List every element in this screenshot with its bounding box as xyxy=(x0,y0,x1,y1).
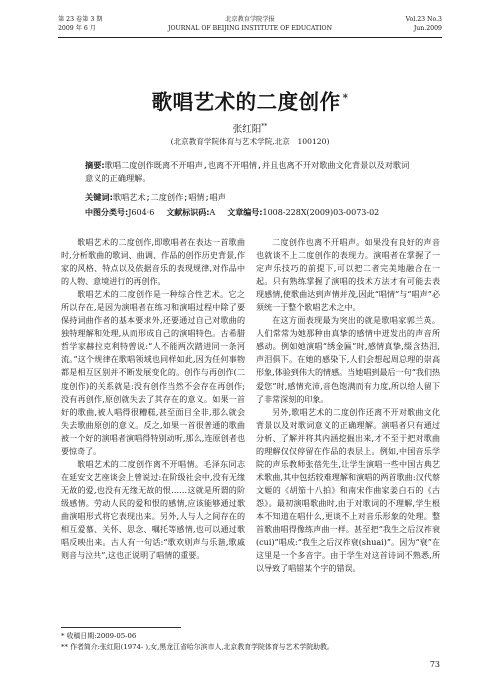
affiliation: (北京教育学院体育与艺术学院,北京 100120) xyxy=(170,137,330,146)
volume-en: Vol.23 No.3 xyxy=(405,16,442,23)
footnote-received-date: * 收稿日期:2009-05-06 xyxy=(61,632,137,640)
article-number-label: 文章编号: xyxy=(227,208,263,217)
abstract-text: 歌唱二度创作既离不开唱声,也离不开唱情,并且也离不开对歌曲文化背景以及对歌词意义的正确理解。 xyxy=(85,160,410,184)
journal-volume-en xyxy=(406,16,442,34)
paragraph: 歌唱艺术的二度创作,即歌唱者在表达一首歌曲时,分析歌曲的歌词、曲调、作品的创作历史背景,作家的风格、特点以及依据音乐的表现规律,对作品中的人物、意境进行的再创作。 xyxy=(61,238,245,287)
header-rule xyxy=(58,37,442,38)
journal-name-cn: 北京教育学院学报 xyxy=(225,16,275,23)
page-number: 73 xyxy=(429,660,440,669)
clc-value: J604·6 xyxy=(128,208,155,217)
paragraph: 在这方面表现最为突出的就是歌唱家郭兰英。人们常常为她那种由真挚的感情中迸发出的声音所感动。例如她演唱“绣金匾”时,感情真挚,缀含热泪,声泪俱下。在她的感染下,人们会想起周总理的崇高形象,体验到伟大的情感。当她唱到最后一句“我们热爱您”时,感情充沛,音色饱满而有力度,所以给人留下了非常深刻的印象。 xyxy=(256,316,440,404)
author-line xyxy=(0,121,500,135)
paragraph: 歌唱艺术的二度创作离不开唱情。毛泽东同志在延安文艺座谈会上曾说过:在阶级社会中,没有无缘无故的爱,也没有无缘无故的恨……这就是所谓的阶级感情。劳动人民的爱和恨的感情,应该能够通过歌曲演唱形式将它表现出来。另外,人与人之间存在的相互爱慕、关怀、思念、嘱托等感情,也可以通过歌唱反映出来。古人有一句话:“歌欢则声与乐谐,歌戚则音与泣共”,这也正说明了唱情的重要。 xyxy=(61,459,245,561)
keywords-text: 歌唱艺术;二度创作;唱情;唱声 xyxy=(112,192,226,202)
classification-line xyxy=(85,207,425,219)
body-column-right xyxy=(256,236,440,575)
doc-code-label: 文献标识码: xyxy=(166,208,210,217)
journal-name-en: JOURNAL OF BEIJING INSTITUTE OF EDUCATION xyxy=(167,24,333,32)
doc-code-value: A xyxy=(209,208,216,217)
title-text: 歌唱艺术的二度创作 xyxy=(151,89,341,114)
issue-date: 2009 年 6 月 xyxy=(58,24,96,32)
paragraph: 二度创作也离不开唱声。如果没有良好的声音也就谈不上二度创作的表现力。演唱者在掌握了一定声乐技巧的前提下,可以把二者完美地融合在一起。只有熟练掌握了演唱的技术方法才有可能去表现感情,使歌曲达到声情并茂,因此“唱情”与“唱声”必须统一于整个歌唱艺术之中。 xyxy=(256,238,440,313)
volume-issue: 第 23 卷第 3 期 xyxy=(58,16,103,23)
abstract xyxy=(85,159,415,185)
title-footnote-mark: * xyxy=(342,93,349,104)
article-title xyxy=(0,86,500,115)
author-footnote-mark: ** xyxy=(261,122,268,130)
paragraph: 另外,歌唱艺术的二度创作还离不开对歌曲文化背景以及对歌词意义的正确理解。演唱者只有通过分析、了解并将其内涵挖掘出来,才不至于把对歌曲的理解仅仅停留在作品的表层上。例如,中国音乐学院的声乐教师张蓓先生,让学生演唱一些中国古典艺术歌曲,其中包括较难理解和演唱的两首歌曲:汉代蔡文姬的《胡笳十八拍》和南宋作曲家姜白石的《古怨》。最初演唱歌曲时,由于对歌词的不理解,学生根本不知道在唱什么,更谈不上对音乐形象的处理。整首歌曲唱得像练声曲一样。甚至把“我生之后汉祚衰(cui)”唱成:“我生之后汉祚衰(shuai)”。因为“衰”在这里是一个多音字。由于学生对这首诗词不熟悉,所以导致了唱错某个字的错误。 xyxy=(256,407,440,574)
abstract-label: 摘要: xyxy=(85,160,105,170)
paragraph: 歌唱艺术的二度创作是一种综合性艺术。它之所以存在,是因为演唱者在练习和演唱过程中除了要保持词曲作者的基本要求外,还要通过自己对歌曲的独特理解和处理,从而形成自己的演唱特色。古希腊哲学家赫拉克利特曾说:“人不能两次踏进同一条河流。”这个规律在歌唱领域也同样如此,因为任何事物都是相互区别并不断发展变化的。创作与再创作(二度创作)的关系就是:没有创作当然不会存在再创作;没有再创作,原创就失去了其存在的意义。如果一首好的歌曲,被人唱得很糟糕,甚至面目全非,那么就会失去歌曲原创的意义。反之,如果一首很普通的歌曲被一个好的演唱者演唱得特别动听,那么,连原创者也要惊奇了。 xyxy=(61,290,245,456)
article-number-value: 1008-228X(2009)03-0073-02 xyxy=(262,208,380,217)
keywords xyxy=(85,191,415,203)
clc-label: 中图分类号: xyxy=(85,208,129,217)
date-en: Jun.2009 xyxy=(413,24,442,32)
body-column-left xyxy=(61,236,245,562)
author-name: 张红阳 xyxy=(232,124,262,135)
footnote-rule xyxy=(61,627,181,628)
footnote-author-bio: ** 作者简介:张红阳(1974- ),女,黑龙江省哈尔滨市人,北京教育学院体育与艺术学院助教。 xyxy=(61,643,334,651)
keywords-label: 关键词: xyxy=(85,192,113,202)
